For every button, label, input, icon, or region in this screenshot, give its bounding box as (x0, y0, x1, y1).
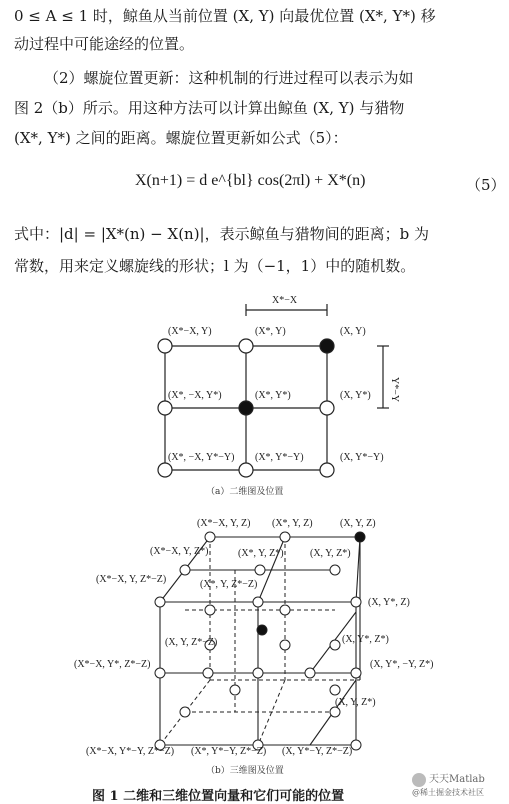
watermark-text: 天天Matlab (429, 774, 485, 785)
node-label: (X, Y) (340, 326, 366, 337)
text-line: 式中：|d| = |X*(n) − X(n)|，表示鲸鱼与猎物间的距离；b 为 (14, 225, 429, 243)
node-label: (X*, Y, Z) (272, 518, 313, 529)
node-label: (X*, Y*−Y) (255, 452, 304, 463)
figure-a-caption: （a）二维图及位置 (206, 487, 284, 497)
node-label: (X*−X, Y, Z) (197, 518, 251, 529)
node-label: (X*, Y) (255, 326, 286, 337)
node-label: (X*, Y*) (255, 390, 291, 401)
node-label: (X*, −X, Y*) (168, 390, 222, 401)
node-label: (X*−X, Y, Z*) (150, 546, 209, 557)
node-label: (X, Y*) (340, 390, 371, 401)
watermark (412, 770, 485, 798)
node-label: (X, Y*−Y, Z*−Z) (282, 746, 353, 757)
figure-b-labels (74, 518, 433, 757)
text-line: (X*, Y*) 之间的距离。螺旋位置更新如公式（5）： (14, 129, 348, 147)
node-label: (X, Y*−Y) (340, 452, 384, 463)
wechat-icon (412, 773, 426, 787)
text-line: （2）螺旋位置更新：这种机制的行进过程可以表示为如 (44, 69, 414, 87)
figure-b-caption: （b）三维图及位置 (206, 766, 284, 776)
node-label: (X*, Y, Z*−Z) (200, 579, 258, 590)
node-label: (X, Y*, −Y, Z*) (370, 659, 434, 670)
text-line: 图 2（b）所示。用这种方法可以计算出鲸鱼 (X, Y) 与猎物 (14, 99, 405, 117)
node-label: (X*−X, Y) (168, 326, 212, 337)
node-label: (X*−X, Y*, Z*−Z) (74, 659, 151, 670)
figure-caption: 图 1 二维和三维位置向量和它们可能的位置 (92, 789, 345, 804)
node-label: (X*−X, Y*−Y, Z*−Z) (86, 746, 175, 757)
dim-label-y: Y*−Y (389, 377, 400, 403)
node-label: (X, Y, Z*) (310, 548, 351, 559)
node-label: (X, Y, Z) (340, 518, 376, 529)
text-line: 动过程中可能途经的位置。 (14, 35, 195, 53)
node-label: (X*, −X, Y*−Y) (168, 452, 235, 463)
node-label: (X*, Y*−Y, Z*−Z) (191, 746, 267, 757)
node-label: (X*, Y, Z*) (238, 548, 284, 559)
watermark-subtext: @稀土掘金技术社区 (412, 787, 484, 797)
text-line: 0 ≤ A ≤ 1 时，鲸鱼从当前位置 (X, Y) 向最优位置 (X*, Y*) 移 (14, 7, 436, 25)
text-line: 常数，用来定义螺旋线的形状；l 为（−1，1）中的随机数。 (14, 257, 416, 275)
equation: X(n+1) = d e^{bl} cos(2πl) + X*(n) (135, 172, 366, 189)
node-label: (X, Y*, Z*) (342, 634, 389, 645)
node-label: (X*−X, Y, Z*−Z) (96, 574, 167, 585)
equation-number: （5） (466, 176, 506, 194)
dim-label-x: X*−X (272, 295, 298, 306)
node-label: (X, Y, Z*) (335, 697, 376, 708)
node-label: (X, Y, Z*−Z) (165, 637, 218, 648)
node-label: (X, Y*, Z) (368, 597, 410, 608)
